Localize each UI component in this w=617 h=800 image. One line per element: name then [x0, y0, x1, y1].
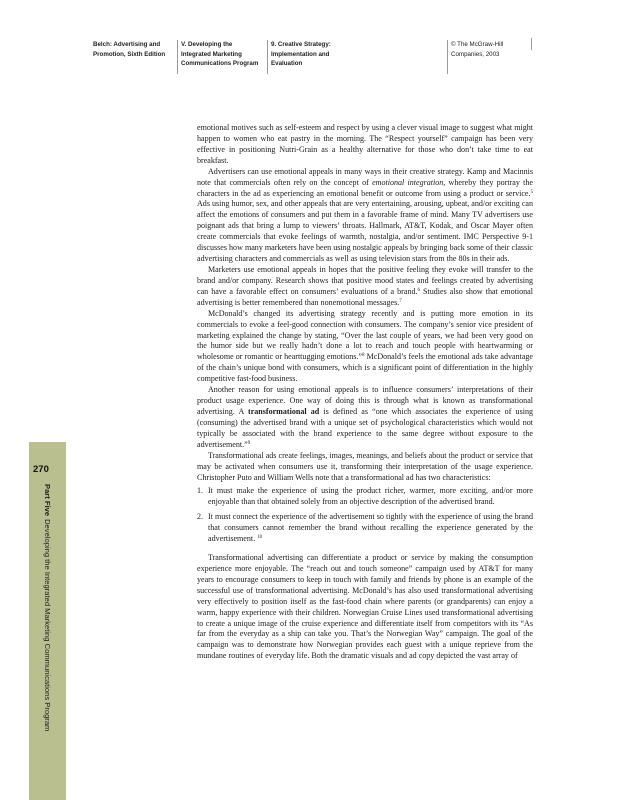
- header-copyright: © The McGraw-Hill Companies, 2003: [447, 40, 534, 74]
- part-title: Developing the Integrated Marketing Communications Program: [43, 519, 52, 732]
- footnote-ref: 8: [361, 353, 365, 359]
- paragraph: Advertisers can use emotional appeals in many ways in their creative strategy. Kamp and Macinnis note that commercials often rely on the concept of emotional integration, whereby they portray the characters in the ad as experiencing an emotional benefit or outcome from using a product or service.$^5$ Ads using humor, sex, and other appeals that are very entertaining, arousing, upbeat, and/or exciting can affect the emotions of consumers and put them in a favorable frame of mind. Many TV advertisers use poignant ads that bring a lump to viewers’ throats. Hallmark, AT&T, Kodak, and Oscar Mayer often create commercials that evoke feelings of warmth, nostalgia, and/or sentiment. IMC Perspective 9-1 discusses how many marketers have been using nostalgic appeals by bringing back some of their classic advertising characters and commercials as well as using television stars from the 80s in their ads.: [197, 166, 533, 264]
- header-chapter: 9. Creative Strategy: Implementation and Evaluation: [267, 40, 447, 74]
- paragraph: Marketers use emotional appeals in hopes that the positive feeling they evoke will transfer to the brand and/or company. Research shows that positive mood states and feelings created by advertising can have a favorable effect on consumers’ evaluations of a brand.$^6$ Studies also show that emotional advertising is better remembered than nonemotional messages.$^7$: [197, 264, 533, 307]
- header-book-title: Belch: Advertising and Promotion, Sixth Edition: [93, 41, 166, 58]
- part-running-title: [43, 484, 52, 731]
- footnote-ref: 9: [247, 440, 251, 446]
- paragraph: Another reason for using emotional appeals is to influence consumers’ interpretations of their product usage experience. One way of doing this is through what is known as transformational advertising. A transformational ad is defined as “one which associates the experience of using (consuming) the advertised brand with a unique set of psychological characteristics which would not typically be associated with the brand experience to the same degree without exposure to the advertisement.”$^9$: [197, 385, 533, 449]
- body-text: [197, 123, 533, 662]
- characteristics-list: [197, 486, 533, 545]
- footnote-ref: 7: [399, 298, 402, 304]
- header-divider: [531, 38, 532, 50]
- paragraph: Transformational advertising can differentiate a product or service by making the consumption experience more enjoyable. The “reach out and touch someone” campaign used by AT&T for many years to encourage consumers to keep in touch with family and friends by phone is an example of the successful use of transformational advertising. McDonald’s has also used transformational advertising very effectively to position itself as the fast-food chain where parents (or grandparents) can enjoy a warm, happy experience with their children. Norwegian Cruise Lines used transformational advertising to create a unique image of the cruise experience and differentiate itself from competitors with its “As far from the everyday as a ship can take you. That’s the Norwegian Way” campaign. The goal of the campaign was to demonstrate how Norwegian provides each guest with a unique reprieve from the mundane routines of everyday life. Both the dramatic visuals and ad copy depicted the vast array of: [197, 553, 533, 661]
- part-label: Part Five: [43, 484, 52, 517]
- key-term: transformational ad: [248, 406, 320, 416]
- paragraph: McDonald’s changed its advertising strategy recently and is putting more emotion in its commercials to evoke a feel-good connection with consumers. The company’s senior vice president of marketing explained the change by stating, “Over the last couple of years, we had been very good on the humor side but we really hadn’t done a lot to reach and touch people with heartwarming or wholesome or romantic or hearttugging emotions.”$^8$ McDonald’s feels the emotional ads take advantage of the chain’s unique bond with consumers, which is a significant point of differentiation in the highly competitive fast-food business.: [197, 308, 533, 384]
- header-part: V. Developing the Integrated Marketing Communications Program: [177, 40, 267, 74]
- footnote-ref: 10: [257, 535, 263, 541]
- page-number: 270: [33, 464, 49, 475]
- list-item: 1. It must make the experience of using the product richer, warmer, more exciting, and/or more enjoyable than that obtained solely from an objective description of the advertised brand.: [197, 486, 533, 507]
- running-header: [90, 40, 534, 74]
- paragraph: Transformational ads create feelings, images, meanings, and beliefs about the product or service that may be activated when consumers use it, transforming their interpretation of the usage experience. Christopher Puto and William Wells note that a transformational ad has two characteristics:: [197, 450, 533, 482]
- list-item: 2. It must connect the experience of the advertisement so tightly with the experience of using the brand that consumers cannot remember the brand without recalling the experience generated by the advertisement. $^{10}$: [197, 512, 533, 544]
- paragraph: emotional motives such as self-esteem and respect by using a clever visual image to suggest what might happen to women who eat pastry in the morning. The “Respect yourself” campaign has been very effective in positioning Nutri-Grain as a healthy alternative for those who don’t take time to eat breakfast.: [197, 123, 533, 165]
- footnote-ref: 5: [530, 189, 533, 195]
- footnote-ref: 6: [417, 287, 420, 293]
